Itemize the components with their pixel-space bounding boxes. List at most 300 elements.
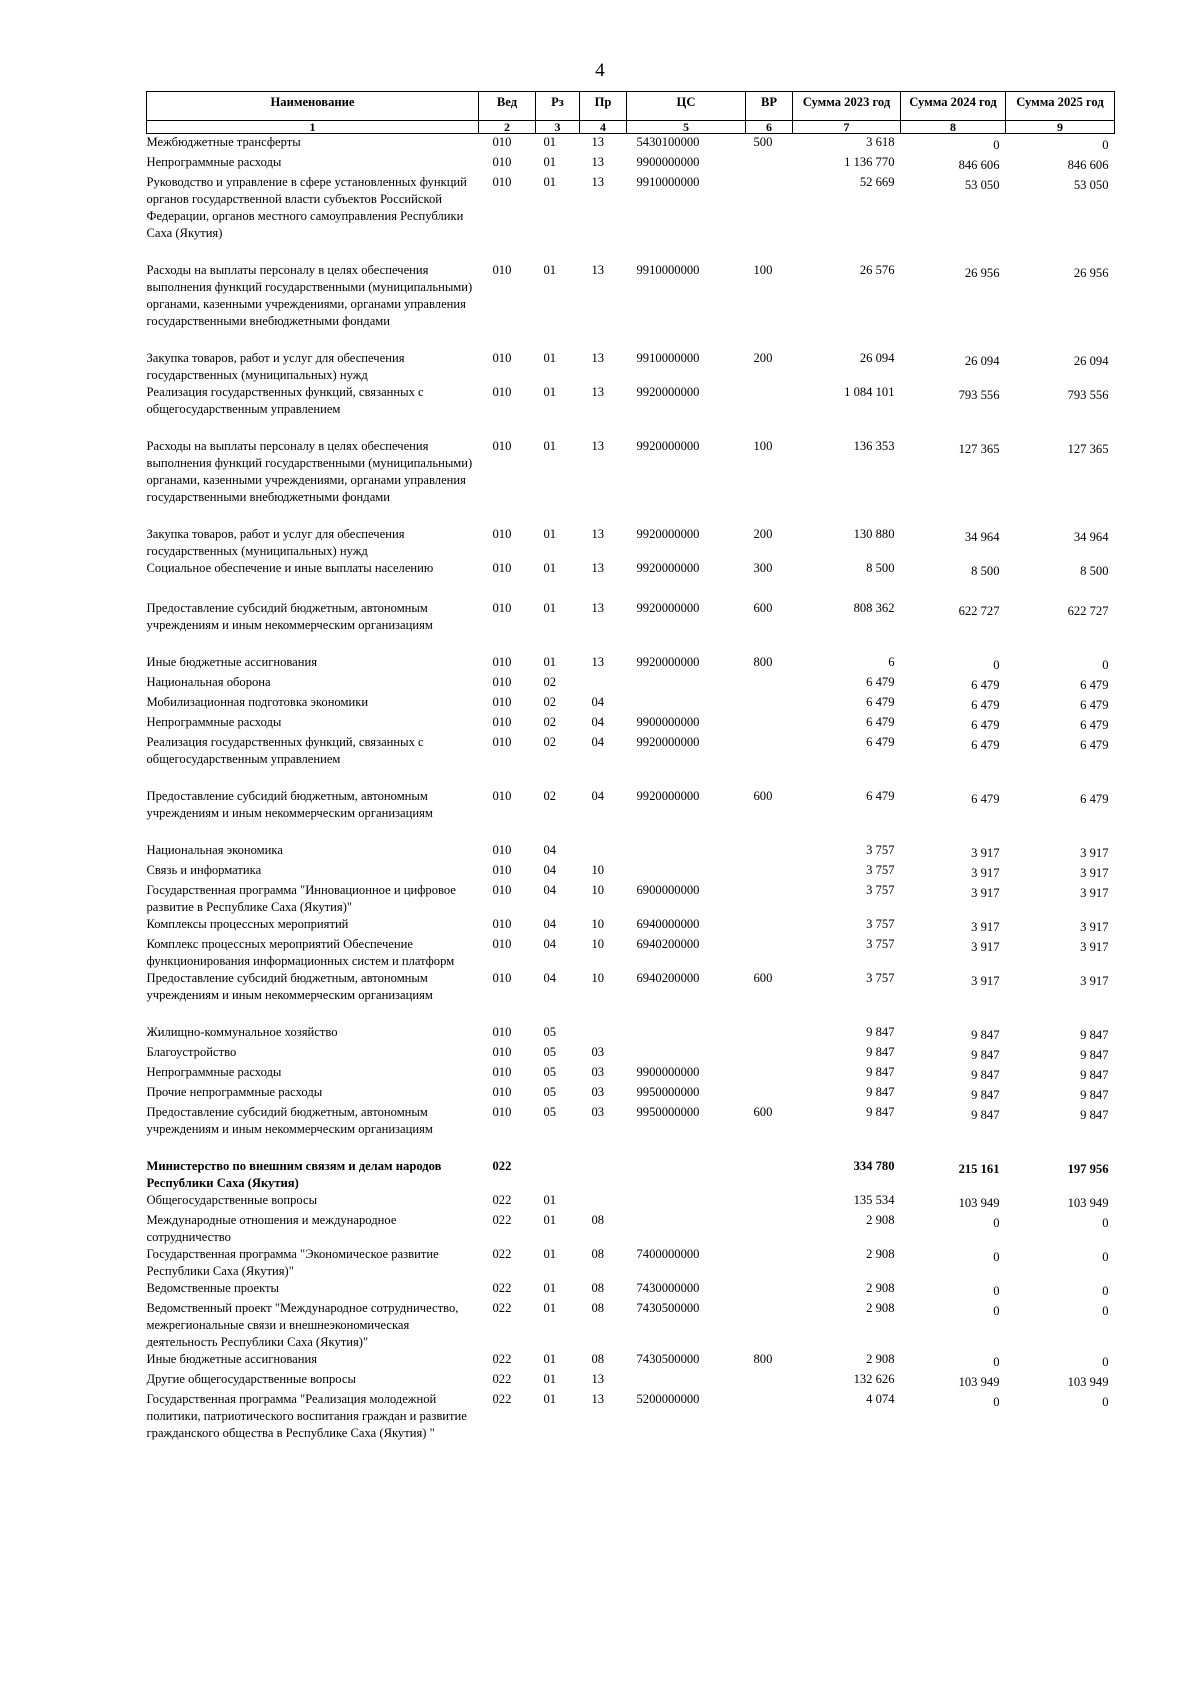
table-row <box>147 1280 1115 1300</box>
row-pr: 13 <box>591 135 605 149</box>
row-cs: 9920000000 <box>636 735 700 749</box>
row-rz: 02 <box>543 675 557 689</box>
row-sum-2025: 6 479 <box>1080 718 1109 732</box>
row-cs: 9900000000 <box>636 715 700 729</box>
row-sum-2024: 0 <box>993 1304 1000 1318</box>
row-rz: 01 <box>543 351 557 365</box>
row-cs: 9920000000 <box>636 789 700 803</box>
row-vr: 100 <box>753 439 773 453</box>
row-rz: 01 <box>543 263 557 277</box>
table-row <box>147 526 1115 560</box>
row-rz: 01 <box>543 527 557 541</box>
row-ved: 010 <box>492 675 512 689</box>
header-cs: ЦС <box>627 92 746 121</box>
row-sum-2023: 6 479 <box>866 789 895 803</box>
row-vr <box>746 1192 793 1212</box>
row-rz: 04 <box>543 843 557 857</box>
table-row <box>147 936 1115 970</box>
row-cs: 6940200000 <box>636 937 700 951</box>
row-cs: 9910000000 <box>636 351 700 365</box>
row-sum-2024: 0 <box>993 1355 1000 1369</box>
row-sum-2024: 0 <box>993 1395 1000 1409</box>
row-name: Предоставление субсидий бюджетным, автономным учреждениям и иным некоммерческим организациям <box>146 1105 433 1136</box>
row-rz: 01 <box>543 1392 557 1406</box>
row-sum-2024: 26 956 <box>964 266 1000 280</box>
row-pr: 03 <box>591 1085 605 1099</box>
row-sum-2024: 103 949 <box>958 1196 1000 1210</box>
row-sum-2023: 8 500 <box>866 561 895 575</box>
row-vr: 600 <box>753 971 773 985</box>
row-cs: 9910000000 <box>636 175 700 189</box>
row-cs <box>627 1024 746 1044</box>
table-row <box>147 694 1115 714</box>
row-cs: 5200000000 <box>636 1392 700 1406</box>
table-row <box>147 1084 1115 1104</box>
row-name: Предоставление субсидий бюджетным, автономным учреждениям и иным некоммерческим организациям <box>146 789 433 820</box>
row-vr <box>746 1024 793 1044</box>
table-row <box>147 1246 1115 1280</box>
row-cs: 7430500000 <box>636 1352 700 1366</box>
row-pr: 13 <box>591 1392 605 1406</box>
row-name: Непрограммные расходы <box>146 1065 282 1079</box>
row-rz: 02 <box>543 715 557 729</box>
row-sum-2023: 6 479 <box>866 735 895 749</box>
table-row <box>147 1024 1115 1044</box>
table-row <box>147 262 1115 350</box>
row-sum-2024: 0 <box>993 1216 1000 1230</box>
row-sum-2025: 34 964 <box>1073 530 1109 544</box>
row-vr <box>746 916 793 936</box>
row-sum-2025: 0 <box>1102 138 1109 152</box>
row-vr <box>746 862 793 882</box>
row-vr <box>746 1044 793 1064</box>
row-rz: 01 <box>543 1247 557 1261</box>
row-sum-2025: 6 479 <box>1080 698 1109 712</box>
table-row <box>147 560 1115 600</box>
table-row <box>147 134 1115 155</box>
row-name: Государственная программа "Экономическое развитие Республики Саха (Якутия)" <box>146 1247 439 1278</box>
row-sum-2024: 793 556 <box>958 388 1000 402</box>
row-pr: 08 <box>591 1352 605 1366</box>
row-sum-2025: 0 <box>1102 1304 1109 1318</box>
table-row <box>147 1300 1115 1351</box>
row-name: Непрограммные расходы <box>146 715 282 729</box>
row-cs: 6940200000 <box>636 971 700 985</box>
row-ved: 010 <box>492 1045 512 1059</box>
row-name: Прочие непрограммные расходы <box>146 1085 323 1099</box>
row-pr: 10 <box>591 863 605 877</box>
row-sum-2023: 9 847 <box>866 1065 895 1079</box>
column-number: 8 <box>901 121 1006 134</box>
row-cs <box>627 1158 746 1192</box>
row-pr <box>580 1024 627 1044</box>
row-name: Закупка товаров, работ и услуг для обеспечения государственных (муниципальных) нужд <box>146 527 405 558</box>
row-sum-2025: 793 556 <box>1067 388 1109 402</box>
row-sum-2024: 3 917 <box>971 920 1000 934</box>
table-row <box>147 1391 1115 1442</box>
row-sum-2024: 3 917 <box>971 846 1000 860</box>
row-vr <box>746 1246 793 1280</box>
row-pr: 13 <box>591 601 605 615</box>
row-name: Реализация государственных функций, связанных с общегосударственным управлением <box>146 385 424 416</box>
row-sum-2025: 3 917 <box>1080 974 1109 988</box>
row-sum-2023: 3 757 <box>866 843 895 857</box>
table-row <box>147 384 1115 438</box>
row-sum-2023: 26 094 <box>859 351 895 365</box>
column-number: 5 <box>627 121 746 134</box>
row-pr: 13 <box>591 655 605 669</box>
header-name: Наименование <box>147 92 479 121</box>
row-rz: 05 <box>543 1045 557 1059</box>
row-rz: 01 <box>543 385 557 399</box>
table-row <box>147 734 1115 788</box>
table-row <box>147 862 1115 882</box>
row-name: Непрограммные расходы <box>146 155 282 169</box>
row-ved: 010 <box>492 155 512 169</box>
row-vr <box>746 1391 793 1442</box>
row-cs: 9900000000 <box>636 1065 700 1079</box>
row-pr: 08 <box>591 1247 605 1261</box>
row-sum-2024: 6 479 <box>971 792 1000 806</box>
row-rz: 04 <box>543 863 557 877</box>
row-sum-2023: 6 479 <box>866 695 895 709</box>
row-cs: 9900000000 <box>636 155 700 169</box>
row-pr: 13 <box>591 527 605 541</box>
row-sum-2025: 3 917 <box>1080 940 1109 954</box>
row-ved: 010 <box>492 863 512 877</box>
row-rz: 01 <box>543 1281 557 1295</box>
row-rz: 05 <box>543 1085 557 1099</box>
row-name: Мобилизационная подготовка экономики <box>146 695 369 709</box>
row-pr: 13 <box>591 175 605 189</box>
row-ved: 010 <box>492 971 512 985</box>
row-ved: 022 <box>492 1392 512 1406</box>
row-sum-2023: 3 757 <box>866 863 895 877</box>
row-sum-2023: 135 534 <box>853 1193 895 1207</box>
row-vr <box>746 936 793 970</box>
row-sum-2023: 2 908 <box>866 1301 895 1315</box>
row-sum-2025: 3 917 <box>1080 846 1109 860</box>
page-number: 4 <box>595 60 605 81</box>
row-sum-2023: 2 908 <box>866 1281 895 1295</box>
row-name: Международные отношения и международное сотрудничество <box>146 1213 397 1244</box>
row-pr: 10 <box>591 883 605 897</box>
row-sum-2024: 0 <box>993 138 1000 152</box>
row-rz: 01 <box>543 1213 557 1227</box>
table-header-row <box>147 92 1115 121</box>
row-sum-2023: 3 757 <box>866 883 895 897</box>
column-number: 1 <box>147 121 479 134</box>
row-cs: 6940000000 <box>636 917 700 931</box>
row-pr: 03 <box>591 1065 605 1079</box>
row-vr <box>746 1300 793 1351</box>
row-ved: 010 <box>492 917 512 931</box>
row-rz: 01 <box>543 1301 557 1315</box>
row-sum-2025: 3 917 <box>1080 920 1109 934</box>
column-number-row <box>147 121 1115 134</box>
row-ved: 010 <box>492 695 512 709</box>
row-rz: 05 <box>543 1065 557 1079</box>
row-name: Национальная оборона <box>146 675 271 689</box>
row-rz: 02 <box>543 695 557 709</box>
row-cs: 9920000000 <box>636 385 700 399</box>
row-sum-2025: 8 500 <box>1080 564 1109 578</box>
row-name: Жилищно-коммунальное хозяйство <box>146 1025 338 1039</box>
row-sum-2025: 0 <box>1102 1250 1109 1264</box>
row-name: Иные бюджетные ассигнования <box>146 655 318 669</box>
header-sum-2024: Сумма 2024 год <box>901 92 1006 121</box>
row-sum-2024: 34 964 <box>964 530 1000 544</box>
row-sum-2023: 3 618 <box>866 135 895 149</box>
row-cs <box>627 862 746 882</box>
row-sum-2024: 622 727 <box>958 604 1000 618</box>
row-pr: 10 <box>591 937 605 951</box>
header-pr: Пр <box>580 92 627 121</box>
column-number: 7 <box>793 121 901 134</box>
row-sum-2023: 3 757 <box>866 937 895 951</box>
row-sum-2024: 6 479 <box>971 698 1000 712</box>
header-vr: ВР <box>746 92 793 121</box>
row-cs <box>627 694 746 714</box>
row-cs <box>627 674 746 694</box>
row-vr: 300 <box>753 561 773 575</box>
row-pr: 04 <box>591 789 605 803</box>
row-ved: 010 <box>492 439 512 453</box>
row-sum-2023: 130 880 <box>853 527 895 541</box>
row-vr <box>746 714 793 734</box>
row-ved: 010 <box>492 1025 512 1039</box>
row-rz: 02 <box>543 789 557 803</box>
row-cs: 9950000000 <box>636 1085 700 1099</box>
row-sum-2025: 0 <box>1102 1395 1109 1409</box>
table-body <box>147 134 1115 1443</box>
row-vr <box>746 674 793 694</box>
column-number: 4 <box>580 121 627 134</box>
row-sum-2024: 0 <box>993 658 1000 672</box>
row-sum-2025: 6 479 <box>1080 678 1109 692</box>
row-ved: 010 <box>492 175 512 189</box>
row-ved: 010 <box>492 789 512 803</box>
row-rz: 01 <box>543 601 557 615</box>
row-pr: 04 <box>591 695 605 709</box>
row-ved: 022 <box>492 1281 512 1295</box>
row-ved: 022 <box>492 1247 512 1261</box>
row-pr: 03 <box>591 1105 605 1119</box>
row-sum-2025: 0 <box>1102 658 1109 672</box>
row-sum-2023: 3 757 <box>866 971 895 985</box>
row-name: Другие общегосударственные вопросы <box>146 1372 356 1386</box>
row-sum-2023: 1 084 101 <box>844 385 895 399</box>
row-cs: 5430100000 <box>636 135 700 149</box>
row-pr: 04 <box>591 715 605 729</box>
row-name: Иные бюджетные ассигнования <box>146 1352 318 1366</box>
row-sum-2023: 2 908 <box>866 1352 895 1366</box>
table-row <box>147 174 1115 262</box>
row-cs: 9920000000 <box>636 655 700 669</box>
row-sum-2023: 9 847 <box>866 1085 895 1099</box>
row-rz: 01 <box>543 561 557 575</box>
row-sum-2024: 3 917 <box>971 940 1000 954</box>
row-sum-2023: 6 479 <box>866 675 895 689</box>
row-sum-2023: 808 362 <box>853 601 895 615</box>
row-sum-2024: 26 094 <box>964 354 1000 368</box>
row-pr: 03 <box>591 1045 605 1059</box>
row-sum-2025: 103 949 <box>1067 1196 1109 1210</box>
table-row <box>147 1192 1115 1212</box>
table-row <box>147 882 1115 916</box>
row-vr <box>746 1371 793 1391</box>
row-rz: 01 <box>543 155 557 169</box>
row-ved: 010 <box>492 561 512 575</box>
row-sum-2023: 2 908 <box>866 1247 895 1261</box>
table-row <box>147 1104 1115 1158</box>
row-name: Государственная программа "Реализация молодежной политики, патриотического воспитания граждан и развитие гражданского общества в Республике Саха (Якутия) " <box>146 1392 467 1440</box>
table-row <box>147 438 1115 526</box>
row-sum-2025: 0 <box>1102 1216 1109 1230</box>
row-sum-2023: 6 479 <box>866 715 895 729</box>
row-vr <box>746 882 793 916</box>
row-sum-2024: 103 949 <box>958 1375 1000 1389</box>
table-row <box>147 1044 1115 1064</box>
row-ved: 022 <box>492 1159 512 1173</box>
row-rz: 02 <box>543 735 557 749</box>
row-cs: 6900000000 <box>636 883 700 897</box>
header-sum-2025: Сумма 2025 год <box>1006 92 1115 121</box>
row-sum-2024: 9 847 <box>971 1048 1000 1062</box>
row-cs: 9920000000 <box>636 561 700 575</box>
row-cs: 7430500000 <box>636 1301 700 1315</box>
row-rz: 05 <box>543 1105 557 1119</box>
row-ved: 010 <box>492 1085 512 1099</box>
row-vr <box>746 1158 793 1192</box>
row-sum-2025: 6 479 <box>1080 792 1109 806</box>
header-ved: Вед <box>479 92 536 121</box>
row-rz <box>536 1158 580 1192</box>
row-vr <box>746 1084 793 1104</box>
row-ved: 022 <box>492 1352 512 1366</box>
row-ved: 010 <box>492 601 512 615</box>
row-vr <box>746 1064 793 1084</box>
row-name: Расходы на выплаты персоналу в целях обеспечения выполнения функций государственными (муниципальными) органами, казенными учреждениями, органами управления государственными внебюджетными фондами <box>146 263 473 328</box>
row-rz: 01 <box>543 175 557 189</box>
table-row <box>147 350 1115 384</box>
table-row <box>147 916 1115 936</box>
row-vr <box>746 1280 793 1300</box>
column-number: 2 <box>479 121 536 134</box>
column-number: 6 <box>746 121 793 134</box>
budget-table <box>146 91 1115 1442</box>
row-rz: 04 <box>543 883 557 897</box>
row-sum-2023: 132 626 <box>853 1372 895 1386</box>
table-row <box>147 1371 1115 1391</box>
row-cs <box>627 1212 746 1246</box>
row-cs: 9910000000 <box>636 263 700 277</box>
row-vr: 200 <box>753 351 773 365</box>
table-row <box>147 600 1115 654</box>
table-row <box>147 788 1115 842</box>
row-sum-2024: 9 847 <box>971 1088 1000 1102</box>
row-vr: 800 <box>753 1352 773 1366</box>
column-number: 9 <box>1006 121 1115 134</box>
row-sum-2025: 0 <box>1102 1355 1109 1369</box>
row-sum-2024: 215 161 <box>958 1162 1000 1176</box>
row-sum-2024: 3 917 <box>971 974 1000 988</box>
row-pr: 13 <box>591 1372 605 1386</box>
row-pr: 10 <box>591 971 605 985</box>
row-rz: 04 <box>543 937 557 951</box>
row-cs <box>627 1192 746 1212</box>
row-ved: 010 <box>492 527 512 541</box>
row-ved: 010 <box>492 843 512 857</box>
row-ved: 010 <box>492 1065 512 1079</box>
row-sum-2025: 53 050 <box>1073 178 1109 192</box>
row-sum-2025: 0 <box>1102 1284 1109 1298</box>
table-row <box>147 1351 1115 1371</box>
row-sum-2025: 127 365 <box>1067 442 1109 456</box>
row-pr <box>580 674 627 694</box>
row-ved: 022 <box>492 1213 512 1227</box>
row-name: Государственная программа "Инновационное и цифровое развитие в Республике Саха (Якутия)" <box>146 883 456 914</box>
row-sum-2025: 197 956 <box>1067 1162 1109 1176</box>
row-ved: 010 <box>492 135 512 149</box>
row-sum-2024: 0 <box>993 1250 1000 1264</box>
row-ved: 010 <box>492 715 512 729</box>
row-sum-2023: 52 669 <box>859 175 895 189</box>
table-row <box>147 154 1115 174</box>
row-name: Социальное обеспечение и иные выплаты населению <box>146 561 434 575</box>
table-row <box>147 842 1115 862</box>
row-name: Руководство и управление в сфере установленных функций органов государственной власти субъектов Российской Федерации, органов местного самоуправления Республики Саха (Якутия) <box>146 175 467 240</box>
row-sum-2023: 1 136 770 <box>844 155 895 169</box>
row-ved: 022 <box>492 1193 512 1207</box>
row-ved: 010 <box>492 385 512 399</box>
row-sum-2024: 8 500 <box>971 564 1000 578</box>
row-sum-2024: 9 847 <box>971 1108 1000 1122</box>
row-sum-2025: 9 847 <box>1080 1068 1109 1082</box>
table-row <box>147 1212 1115 1246</box>
row-sum-2024: 6 479 <box>971 678 1000 692</box>
row-vr <box>746 694 793 714</box>
row-name: Ведомственный проект "Международное сотрудничество, межрегиональные связи и внешнеэкономическая деятельность Республики Саха (Якутия)" <box>146 1301 459 1349</box>
row-name: Благоустройство <box>146 1045 237 1059</box>
column-number: 3 <box>536 121 580 134</box>
row-rz: 01 <box>543 439 557 453</box>
row-rz: 01 <box>543 655 557 669</box>
row-vr: 600 <box>753 789 773 803</box>
row-ved: 010 <box>492 263 512 277</box>
table-row <box>147 714 1115 734</box>
row-name: Расходы на выплаты персоналу в целях обеспечения выполнения функций государственными (муниципальными) органами, казенными учреждениями, органами управления государственными внебюджетными фондами <box>146 439 473 504</box>
row-ved: 010 <box>492 1105 512 1119</box>
row-sum-2023: 6 <box>888 655 895 669</box>
row-name: Связь и информатика <box>146 863 262 877</box>
row-ved: 010 <box>492 351 512 365</box>
row-rz: 01 <box>543 135 557 149</box>
row-ved: 022 <box>492 1372 512 1386</box>
row-sum-2024: 127 365 <box>958 442 1000 456</box>
row-sum-2025: 26 956 <box>1073 266 1109 280</box>
row-pr <box>580 1158 627 1192</box>
row-sum-2023: 334 780 <box>853 1159 895 1173</box>
row-ved: 022 <box>492 1301 512 1315</box>
row-sum-2024: 53 050 <box>964 178 1000 192</box>
row-sum-2025: 26 094 <box>1073 354 1109 368</box>
row-cs: 9950000000 <box>636 1105 700 1119</box>
row-name: Предоставление субсидий бюджетным, автономным учреждениям и иным некоммерческим организациям <box>146 601 433 632</box>
row-pr: 08 <box>591 1281 605 1295</box>
row-cs: 9920000000 <box>636 527 700 541</box>
row-cs: 7400000000 <box>636 1247 700 1261</box>
